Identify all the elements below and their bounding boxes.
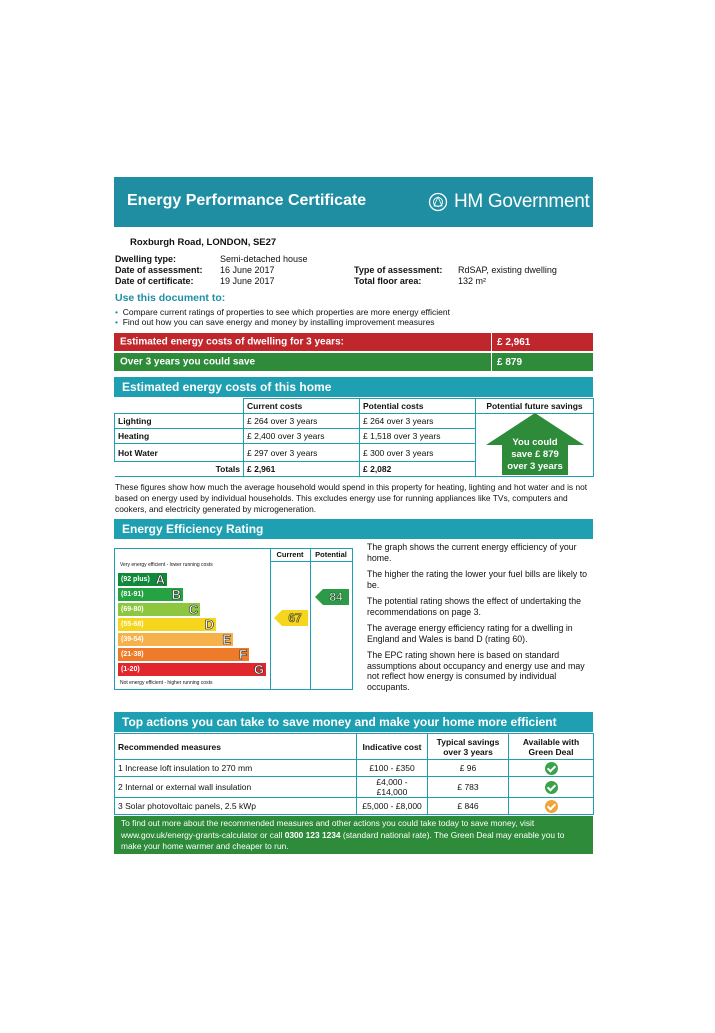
table-row [115, 798, 594, 815]
costs-note: These figures show how much the average household would spend in this property for heating, lighting and hot water and is not based on energy used by individual households. This excludes energy use for running appliances like TVs, computers and cookers, and electricity generated by microgeneration. [115, 482, 588, 514]
rating-section-title: Energy Efficiency Rating [122, 522, 264, 536]
totals-current: £ 2,961 [244, 462, 360, 477]
potential-cost: £ 264 over 3 years [360, 414, 476, 429]
dwelling-type-value: Semi-detached house [220, 254, 308, 264]
costs-section-title: Estimated energy costs of this home [122, 380, 332, 394]
rating-chart [114, 548, 353, 690]
floor-area-value: 132 m² [458, 276, 487, 286]
row-label: Hot Water [115, 444, 244, 462]
potential-header: Potential [315, 550, 347, 559]
property-address: Roxburgh Road, LONDON, SE27 [130, 237, 277, 248]
savings-value: £ 879 [491, 353, 522, 371]
savings-bar [114, 353, 593, 371]
list-item: • Find out how you can save energy and money by installing improvement measures [115, 317, 435, 327]
dwelling-type-label: Dwelling type: [115, 254, 177, 264]
current-costs-header: Current costs [244, 399, 360, 414]
check-icon [545, 762, 558, 775]
indicative-cost: £5,000 - £8,000 [357, 798, 428, 815]
potential-cost: £ 300 over 3 years [360, 444, 476, 462]
date-assessment-label: Date of assessment: [115, 265, 203, 275]
type-assessment-label: Type of assessment: [354, 265, 443, 275]
footer-line: make your home warmer and cheaper to run. [121, 841, 289, 851]
rating-band-g: (1-20) G [118, 663, 266, 676]
typical-saving: £ 783 [428, 777, 509, 798]
actions-section-header [114, 712, 593, 732]
rating-section-header [114, 519, 593, 539]
epc-header [114, 177, 593, 227]
totals-label: Totals [115, 462, 244, 477]
floor-area-label: Total floor area: [354, 276, 422, 286]
indicative-cost: £4,000 - £14,000 [357, 777, 428, 798]
use-document-heading: Use this document to: [115, 292, 226, 304]
rating-band-b: (81-91) B [118, 588, 183, 601]
cost-header: Indicative cost [357, 734, 428, 760]
actions-table [114, 733, 594, 815]
rating-band-c: (69-80) C [118, 603, 200, 616]
costs-section-header [114, 377, 593, 397]
estimated-cost-bar [114, 333, 593, 351]
savings-arrow-cell [476, 414, 594, 477]
paragraph: The higher the rating the lower your fuel bills are likely to be. [367, 569, 588, 590]
row-label: Heating [115, 429, 244, 444]
table-row [115, 760, 594, 777]
future-savings-header: Potential future savings [476, 399, 594, 414]
typical-saving: £ 846 [428, 798, 509, 815]
measure-text: 3 Solar photovoltaic panels, 2.5 kWp [115, 798, 357, 815]
check-icon [545, 800, 558, 813]
use-document-list [115, 307, 450, 327]
footer-line: To find out more about the recommended measures and other actions you could take today to save money, visit [121, 818, 535, 828]
government-name: HM Government [454, 191, 590, 212]
potential-cost: £ 1,518 over 3 years [360, 429, 476, 444]
date-assessment-value: 16 June 2017 [220, 265, 275, 275]
savings-arrow-text: You could save £ 879 over 3 years [507, 437, 563, 472]
rating-band-a: (92 plus) A [118, 573, 167, 586]
crest-icon [428, 192, 448, 212]
current-header: Current [276, 550, 304, 559]
rating-band-f: (21-38) F [118, 648, 249, 661]
hm-government-logo [428, 189, 589, 215]
check-icon [545, 781, 558, 794]
measure-text: 2 Internal or external wall insulation [115, 777, 357, 798]
paragraph: The average energy efficiency rating for a dwelling in England and Wales is band D (rating 60). [367, 623, 573, 644]
current-cost: £ 264 over 3 years [244, 414, 360, 429]
indicative-cost: £100 - £350 [357, 760, 428, 777]
costs-table [114, 398, 594, 477]
footer-banner [114, 816, 593, 854]
date-certificate-value: 19 June 2017 [220, 276, 275, 286]
typical-saving: £ 96 [428, 760, 509, 777]
current-rating-value: 67 [288, 611, 302, 625]
list-item: • Compare current ratings of properties to see which properties are more energy efficient [115, 307, 450, 317]
type-assessment-value: RdSAP, existing dwelling [458, 265, 557, 275]
totals-potential: £ 2,082 [360, 462, 476, 477]
table-row [115, 414, 594, 429]
paragraph: The graph shows the current energy efficiency of your home. [367, 542, 577, 563]
paragraph: The potential rating shows the effect of undertaking the recommendations on page 3. [367, 596, 582, 617]
efficient-caption: Very energy efficient - lower running costs [120, 562, 213, 568]
row-label: Lighting [115, 414, 244, 429]
green-deal-header: Available with Green Deal [509, 734, 594, 760]
potential-column [310, 549, 352, 689]
estimated-cost-value: £ 2,961 [491, 333, 530, 351]
actions-section-title: Top actions you can take to save money and make your home more efficient [122, 715, 557, 729]
current-cost: £ 2,400 over 3 years [244, 429, 360, 444]
potential-rating-value: 84 [329, 590, 343, 604]
paragraph: The EPC rating shown here is based on standard assumptions about occupancy and energy use and may not reflect how energy is consumed by individual occupants. [367, 650, 585, 692]
savings-label: Over 3 years you could save [120, 356, 256, 368]
date-certificate-label: Date of certificate: [115, 276, 194, 286]
footer-line: www.gov.uk/energy-grants-calculator or call 0300 123 1234 (standard national rate). The Green Deal may enable you to [121, 829, 565, 840]
table-row [115, 777, 594, 798]
savings-header: Typical savings over 3 years [428, 734, 509, 760]
document-title: Energy Performance Certificate [127, 192, 367, 209]
potential-costs-header: Potential costs [360, 399, 476, 414]
rating-band-d: (55-68) D [118, 618, 216, 631]
measure-text: 1 Increase loft insulation to 270 mm [115, 760, 357, 777]
estimated-cost-label: Estimated energy costs of dwelling for 3 years: [120, 336, 344, 348]
inefficient-caption: Not energy efficient - higher running costs [120, 680, 213, 686]
rating-band-e: (39-54) E [118, 633, 233, 646]
measures-header: Recommended measures [115, 734, 357, 760]
current-cost: £ 297 over 3 years [244, 444, 360, 462]
rating-explanation [367, 542, 595, 698]
